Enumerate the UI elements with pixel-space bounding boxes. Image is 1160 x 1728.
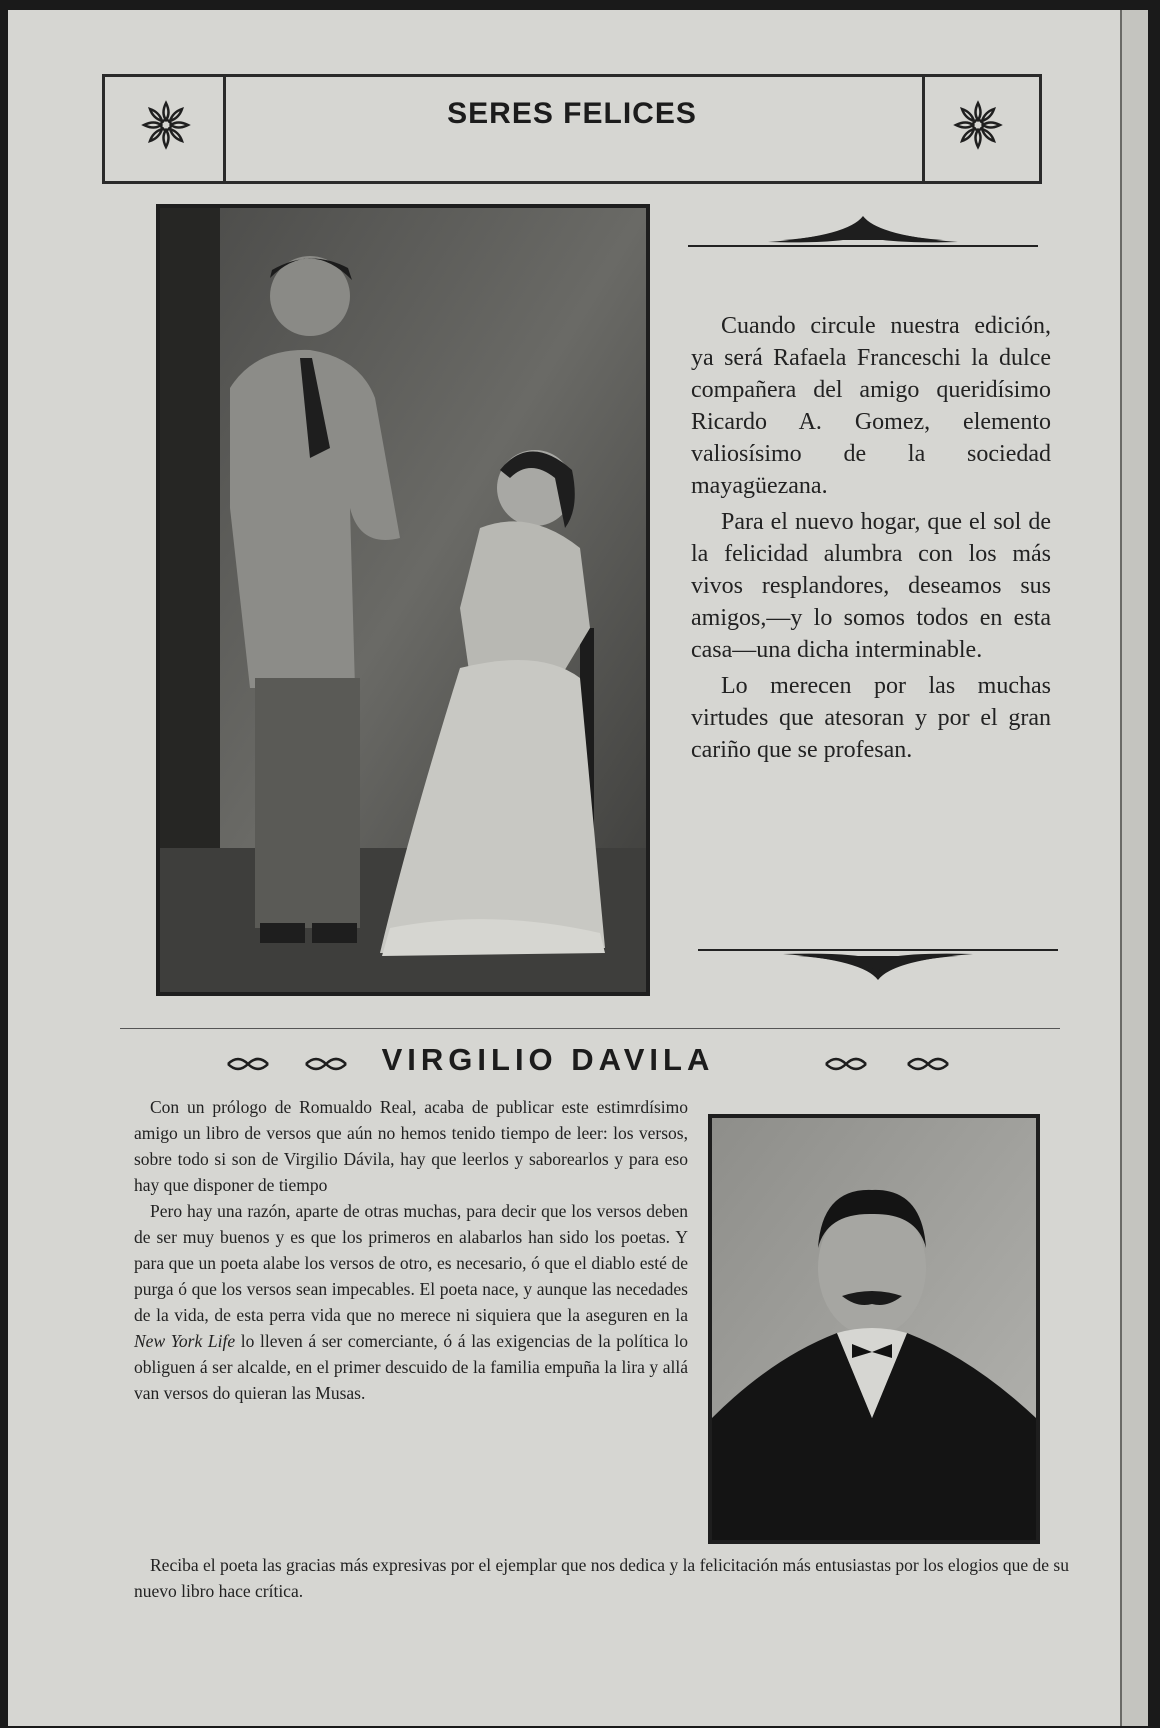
article-wedding-paragraph: Para el nuevo hogar, que el sol de la felicidad alumbra con los más vivos resplandores, deseamos sus amigos,—y lo somos todos en esta casa—una dicha interminable. [691, 509, 1051, 663]
article-wedding-text [691, 310, 1051, 770]
article-virgilio-text [134, 1094, 688, 1406]
portrait-photograph [708, 1114, 1040, 1544]
article-virgilio-paragraph: Pero hay una razón, aparte de otras muchas, para decir que los versos deben de ser muy buenos y es que los primeros en alabarlos han sido los poetas. Y para que un poeta alabe los versos de otro, es necesario, ó que el diablo esté de purga ó que los versos sean impecables. El poeta nace, y aunque las necedades de la vida, de esta perra vida que no merece ni siquiera que la aseguren en la New York Life lo lleven á ser comerciante, ó á las exigencias de la política lo obliguen á ser alcalde, en el primer descuido de la familia empuña la lira y allá van versos do quieran las Musas. [134, 1201, 688, 1403]
rosette-left-icon [140, 99, 192, 151]
flourish-icon [906, 1052, 950, 1076]
italic-phrase: New York Life [134, 1331, 236, 1351]
header-divider-left-inner [223, 77, 226, 181]
ornament-top-icon [688, 206, 1038, 250]
header-divider-left-outer [102, 77, 105, 181]
rosette-right-icon [952, 99, 1004, 151]
header-divider-right-inner [922, 77, 925, 181]
article-wedding-paragraph: Cuando circule nuestra edición, ya será Rafaela Franceschi la dulce compañera del amigo queridísimo Ricardo A. Gomez, elemento valiosísimo de la sociedad mayagüezana. [691, 313, 1051, 499]
header-frame [102, 74, 1042, 184]
section-divider [120, 1028, 1060, 1029]
article-virgilio-paragraph: Con un prólogo de Romualdo Real, acaba de publicar este estimrdísimo amigo un libro de versos que aún no hemos tenido tiempo de leer: los versos, sobre todo si son de Virgilio Dávila, hay que leerlos y saborearlos y para eso hay que disponer de tiempo [134, 1097, 688, 1195]
ornament-bottom-icon [698, 946, 1058, 990]
couple-photograph [156, 204, 650, 996]
article-virgilio-closing [134, 1552, 1084, 1604]
section-title-virgilio: VIRGILIO DAVILA [381, 1042, 715, 1077]
header-divider-right-outer [1039, 77, 1042, 181]
article-wedding-paragraph: Lo merecen por las muchas virtudes que atesoran y por el gran cariño que se profesan. [691, 673, 1051, 763]
article-virgilio-paragraph: Reciba el poeta las gracias más expresivas por el ejemplar que nos dedica y la felicitación más entusiastas por los elogios que de su nuevo libro hace crítica. [134, 1555, 1069, 1601]
flourish-icon [824, 1052, 868, 1076]
magazine-page [8, 10, 1148, 1726]
header-title: SERES FELICES [447, 97, 697, 130]
page-gutter [1120, 10, 1148, 1726]
